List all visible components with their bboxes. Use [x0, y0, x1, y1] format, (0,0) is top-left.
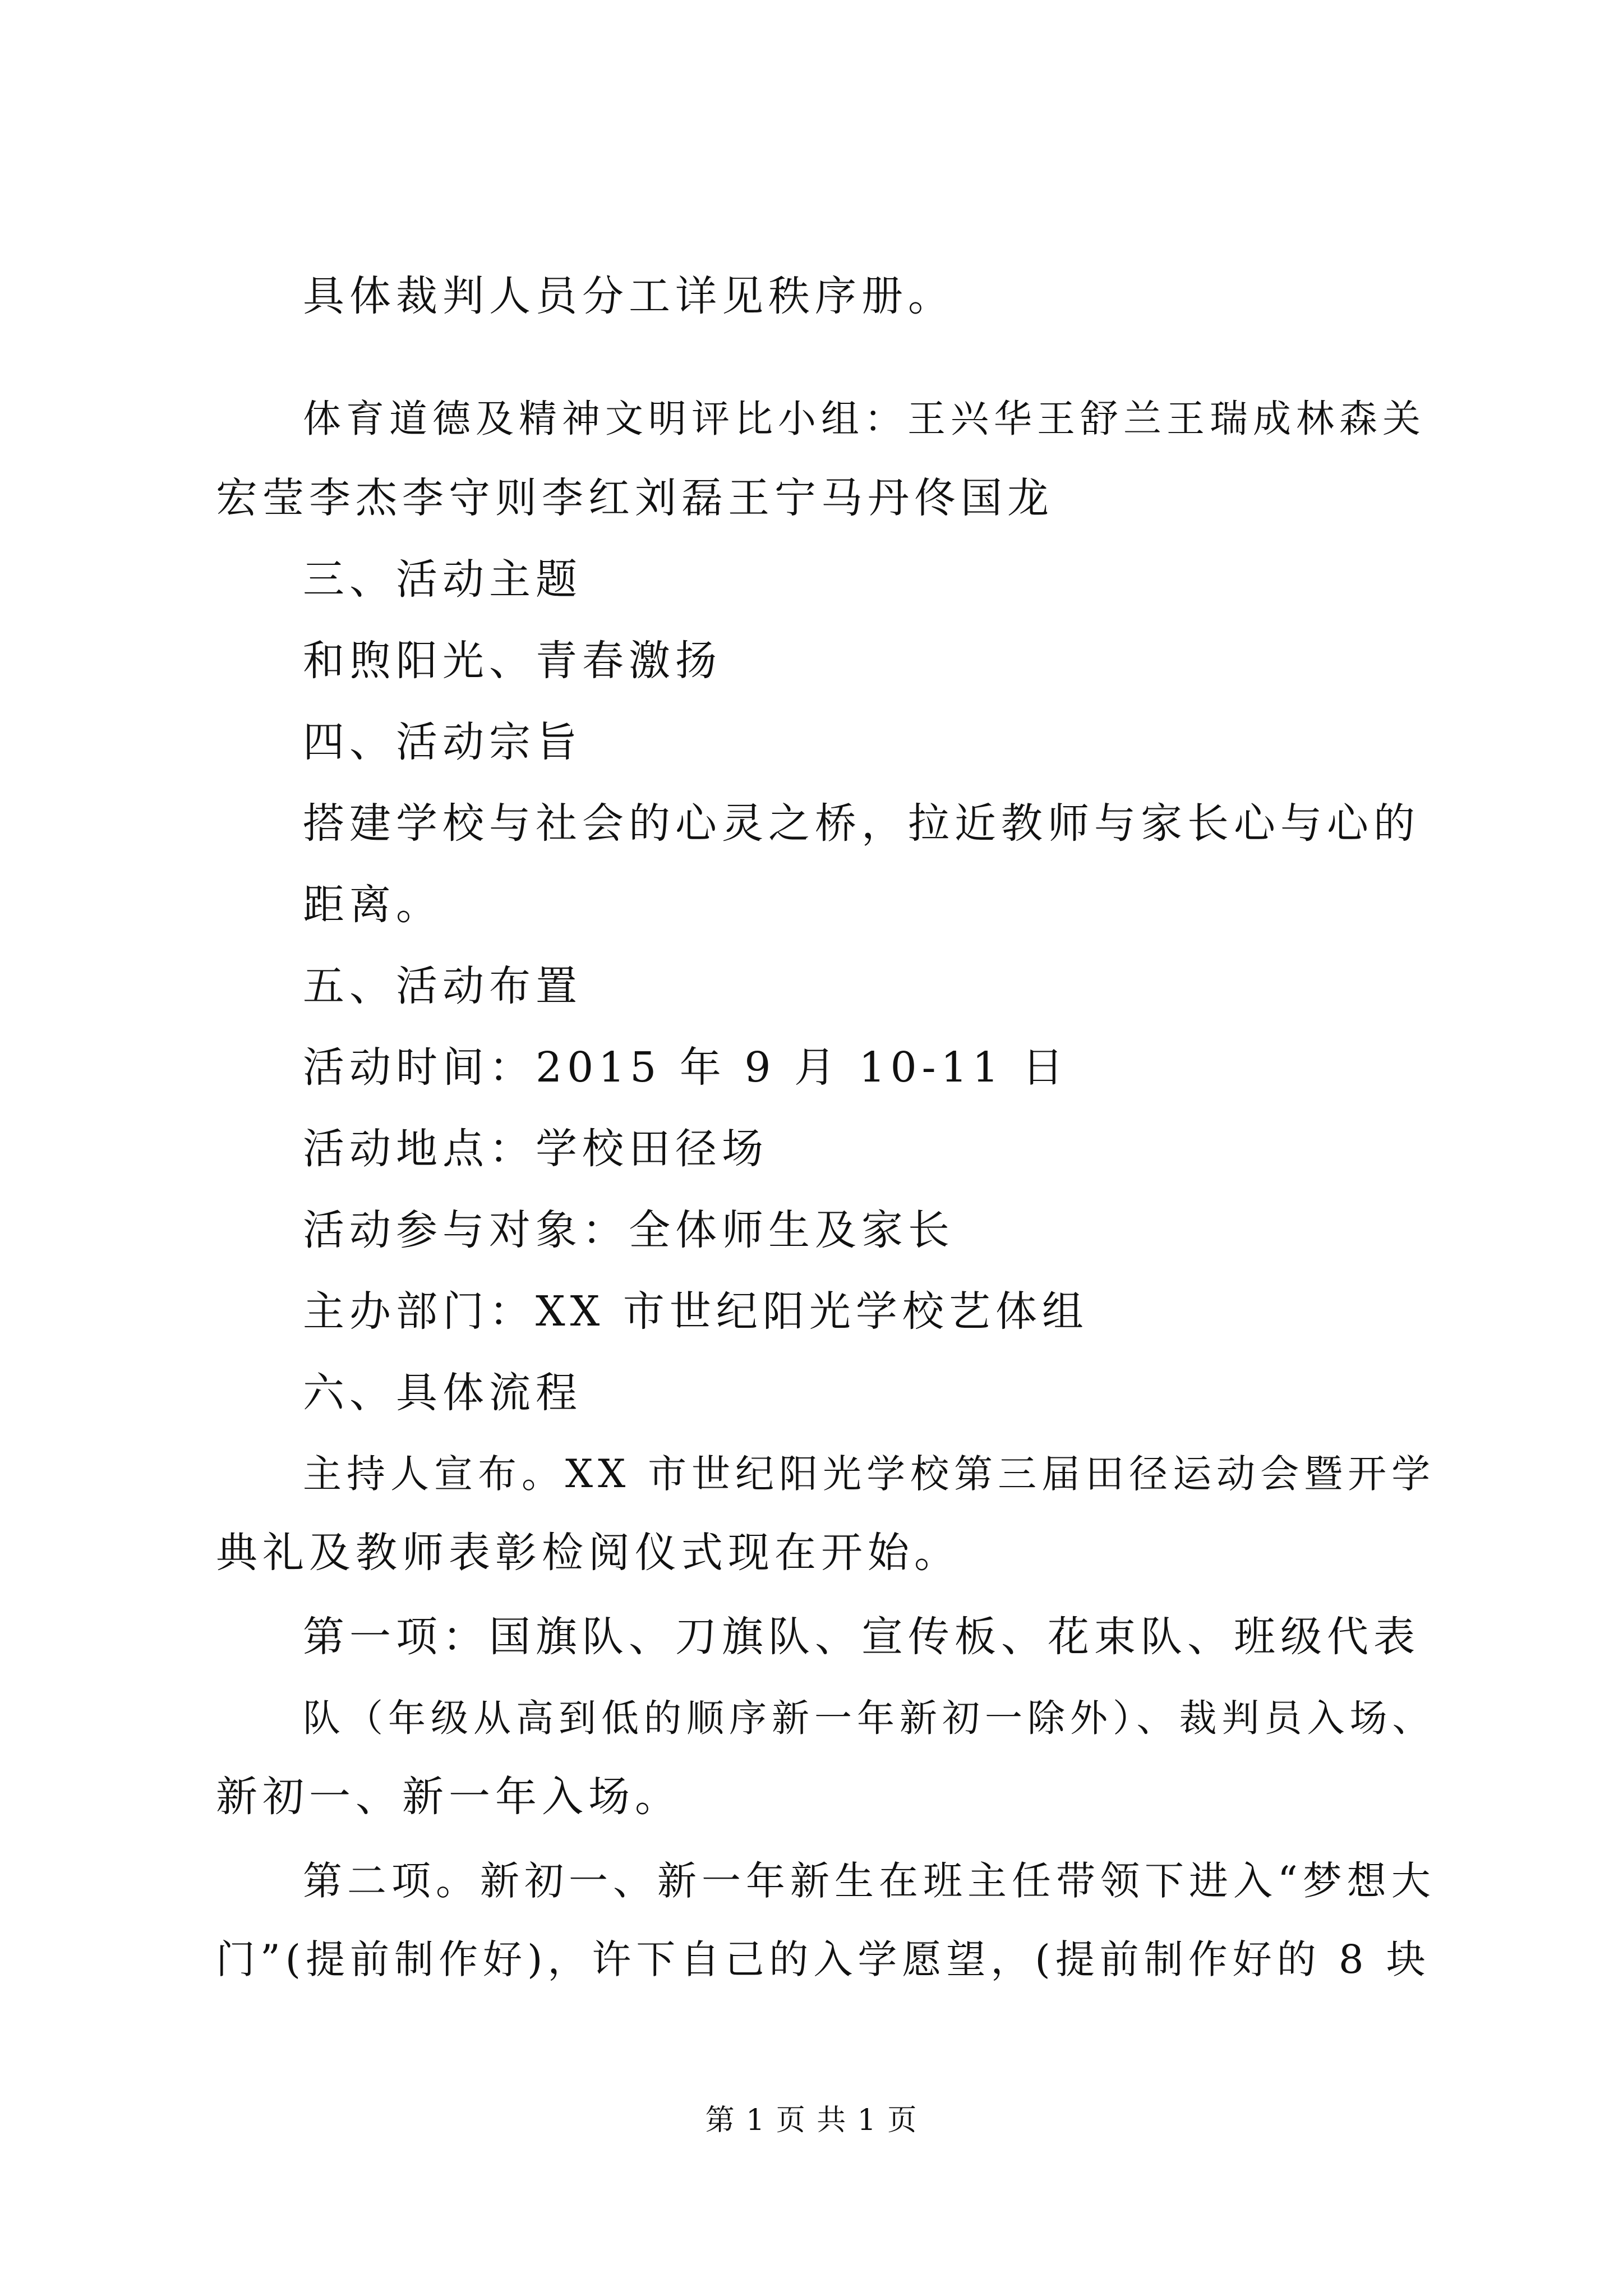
paragraph-line: 活动参与对象：全体师生及家长 [303, 1206, 955, 1254]
paragraph-line: 宏莹李杰李守则李红刘磊王宁马丹佟国龙 [216, 474, 1054, 522]
paragraph-line: 新初一、新一年入场。 [216, 1773, 681, 1821]
page-footer: 第 1 页 共 1 页 [705, 2104, 918, 2137]
paragraph-line: 门”(提前制作好)，许下自己的入学愿望，(提前制作好的 8 块 [216, 1936, 1431, 1982]
paragraph-line: 距离。 [303, 881, 442, 929]
section-heading: 三、活动主题 [303, 555, 582, 604]
section-heading: 四、活动宗旨 [303, 718, 582, 766]
paragraph-line: 主持人宣布。XX 市世纪阳光学校第三届田径运动会暨开学 [303, 1452, 1436, 1497]
paragraph-line: 活动时间：2015 年 9 月 10-11 日 [303, 1043, 1069, 1092]
paragraph-line: 活动地点：学校田径场 [303, 1125, 768, 1173]
paragraph-line: 队（年级从高到低的顺序新一年新初一除外）、裁判员入场、 [303, 1696, 1435, 1740]
paragraph-line: 第二项。新初一、新一年新生在班主任带领下进入“梦想大 [303, 1858, 1436, 1904]
paragraph-line: 典礼及教师表彰检阅仪式现在开始。 [216, 1529, 961, 1577]
paragraph-line: 和煦阳光、青春激扬 [303, 637, 722, 685]
paragraph-line: 第一项：国旗队、刀旗队、宣传板、花束队、班级代表 [303, 1613, 1420, 1661]
paragraph-line: 搭建学校与社会的心灵之桥，拉近教师与家长心与心的 [303, 799, 1420, 848]
paragraph-line: 具体裁判人员分工详见秩序册。 [303, 272, 955, 320]
paragraph-line: 主办部门：XX 市世纪阳光学校艺体组 [303, 1287, 1089, 1336]
section-heading: 五、活动布置 [303, 962, 582, 1010]
paragraph-line: 体育道德及精神文明评比小组：王兴华王舒兰王瑞成林森关 [303, 397, 1426, 441]
section-heading: 六、具体流程 [303, 1369, 582, 1417]
